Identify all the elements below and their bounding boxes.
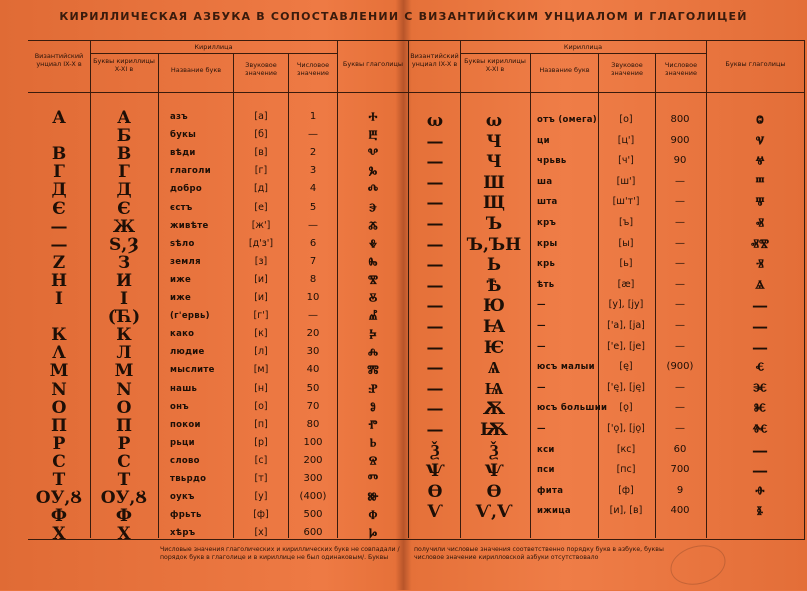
- sound-value: [ǫ]: [619, 402, 633, 414]
- cyrillic-letter: И: [115, 270, 133, 291]
- numeric-value: 9: [676, 484, 684, 496]
- numeric-value: 600: [303, 527, 323, 539]
- cyrillic-letter: І: [120, 289, 128, 309]
- sound-value: [м]: [253, 364, 269, 376]
- cyrillic-letter: М: [114, 361, 134, 382]
- col-divider: [655, 53, 656, 538]
- cyrillic-letter: О: [116, 397, 132, 418]
- glagolitic-letter: ⰽ: [369, 325, 377, 345]
- glagolitic-letter: ⰲ: [367, 144, 379, 164]
- cyrillic-letter: Ѱ: [484, 461, 504, 482]
- cyrillic-letter: Ю: [483, 296, 505, 317]
- byzantine-letter: —: [426, 275, 444, 296]
- glagolitic-letter: ⰴ: [367, 180, 379, 200]
- glagolitic-letter: —: [752, 337, 768, 357]
- numeric-value: —: [308, 310, 318, 322]
- numeric-value: 6: [309, 237, 317, 249]
- byzantine-letter: —: [50, 216, 68, 237]
- letter-name: букы: [170, 130, 197, 141]
- cyrillic-letter: Ѵ,Ѵ: [475, 502, 513, 523]
- sound-value: [ъ]: [618, 217, 634, 228]
- byzantine-letter: —: [50, 234, 68, 255]
- cyrillic-letter: З: [117, 252, 131, 273]
- sound-value: [л]: [254, 346, 268, 358]
- byzantine-letter: —: [426, 317, 444, 337]
- glagolitic-letter: ⰳ: [368, 162, 378, 182]
- cyrillic-letter: Ч: [486, 131, 502, 152]
- cyrillic-letter: Л: [116, 343, 132, 364]
- glagolitic-letter: ⱚ: [755, 481, 765, 501]
- letter-name: чрьвь: [537, 156, 567, 167]
- sound-value: [а]: [254, 111, 268, 122]
- header-number: Числовое значение: [296, 61, 330, 77]
- numeric-value: 2: [309, 147, 317, 159]
- numeric-value: —: [675, 402, 685, 414]
- header-sound: Звуковое значение: [610, 61, 643, 77]
- letter-name: —: [537, 424, 546, 434]
- glagolitic-letter: ⱙ: [752, 420, 768, 439]
- numeric-value: 4: [309, 183, 317, 195]
- numeric-value: —: [675, 423, 685, 434]
- letter-name: ѕѣло: [170, 238, 195, 249]
- letter-name: иже: [170, 293, 192, 303]
- sound-value: [з]: [254, 255, 268, 267]
- glagolitic-letter: ⱄ: [368, 451, 378, 471]
- letter-name: —: [537, 341, 546, 352]
- letter-name: ѣть: [537, 279, 555, 290]
- numeric-value: 800: [670, 114, 690, 125]
- cyrillic-letter: Ѥ: [483, 337, 505, 358]
- header-cyrillic-group: Кириллица: [194, 43, 233, 51]
- numeric-value: 900: [670, 134, 690, 146]
- numeric-value: —: [675, 258, 685, 270]
- letter-name: добро: [170, 184, 203, 195]
- byzantine-letter: Ѵ: [427, 502, 443, 523]
- numeric-value: 500: [303, 509, 323, 521]
- glagolitic-letter: ⱏ: [756, 214, 764, 233]
- letter-name: кси: [537, 444, 555, 455]
- numeric-value: 7: [309, 255, 317, 267]
- glagolitic-letter: ⱉ: [756, 111, 764, 130]
- sound-value: [æ]: [617, 278, 635, 290]
- sound-value: [к]: [254, 328, 268, 340]
- letter-name: нашь: [170, 383, 198, 394]
- col-divider: [90, 40, 91, 538]
- byzantine-letter: А: [52, 108, 66, 128]
- col-divider: [706, 40, 707, 538]
- byzantine-letter: С: [52, 451, 66, 472]
- cyrillic-letter: Д: [116, 180, 132, 201]
- cyrillic-letter: Ѫ: [482, 399, 506, 420]
- numeric-value: 400: [670, 505, 690, 517]
- byzantine-letter: Ѳ: [427, 481, 443, 502]
- header-bottom-rule: [28, 92, 804, 93]
- cyrillic-letter: Т: [117, 470, 131, 490]
- sound-value: [т]: [254, 473, 268, 484]
- sound-value: [пс]: [616, 464, 636, 476]
- cyrillic-letter: С: [117, 451, 131, 472]
- glagolitic-letter: —: [752, 440, 768, 460]
- byzantine-letter: Z: [52, 252, 66, 273]
- glagolitic-letter: ⱋ: [755, 193, 765, 213]
- byzantine-letter: ОУ,Ȣ: [35, 488, 83, 509]
- cyrillic-letter: Ъ: [485, 214, 503, 234]
- cyrillic-letter: Ф: [115, 506, 133, 527]
- byzantine-letter: —: [426, 399, 444, 420]
- sound-value: [ф]: [253, 509, 269, 521]
- cyrillic-letter: К: [116, 325, 132, 346]
- sound-value: [н]: [254, 382, 268, 394]
- byzantine-letter: І: [55, 289, 63, 309]
- letter-name: пси: [537, 465, 555, 476]
- glagolitic-letter: ⱀ: [368, 379, 378, 399]
- cyrillic-letter: Ѯ: [489, 440, 499, 461]
- letter-name: фрьть: [170, 510, 202, 521]
- byzantine-letter: —: [426, 337, 444, 358]
- header-glagolitic: Буквы глаголицы: [725, 60, 786, 68]
- glagolitic-letter: ⰶ: [368, 216, 378, 236]
- byzantine-letter: —: [426, 358, 444, 379]
- byzantine-letter: —: [426, 378, 444, 399]
- letter-name: слово: [170, 455, 200, 466]
- glagolitic-letter: ⱆ: [367, 488, 379, 508]
- sound-value: [ę]: [619, 361, 633, 373]
- col-divider: [233, 53, 234, 538]
- glagolitic-letter: —: [752, 461, 768, 481]
- letter-name: (г'ервь): [170, 311, 210, 322]
- glagolitic-letter: ⱐ: [756, 255, 764, 275]
- byzantine-letter: Ѯ: [430, 440, 440, 461]
- cyrillic-letter: Ѧ: [487, 358, 501, 379]
- glagolitic-letter: ⱌ: [755, 131, 765, 151]
- sound-value: ['ę], [ję]: [607, 381, 645, 393]
- glagolitic-letter: ⱁ: [370, 397, 376, 417]
- numeric-value: 5: [309, 201, 317, 213]
- numeric-value: 40: [306, 364, 320, 376]
- sound-value: [д]: [254, 183, 268, 195]
- sound-value: [у]: [254, 491, 268, 503]
- letter-name: азъ: [170, 112, 188, 122]
- library-stamp: [666, 539, 730, 590]
- cyrillic-letter: Ж: [112, 216, 136, 237]
- numeric-value: 90: [673, 155, 687, 167]
- numeric-value: —: [675, 237, 685, 249]
- sound-value: [ч']: [618, 155, 634, 167]
- letter-name: кры: [537, 238, 558, 249]
- sound-value: [у], [ју]: [608, 299, 644, 311]
- byzantine-letter: —: [426, 152, 444, 173]
- numeric-value: —: [675, 217, 685, 228]
- byzantine-letter: Є: [52, 198, 66, 219]
- glagolitic-letter: ⰼ: [368, 307, 378, 327]
- numeric-value: (400): [299, 491, 327, 503]
- cyrillic-letter: Ѕ,Ȝ: [109, 234, 139, 255]
- sound-value: [х]: [254, 527, 268, 539]
- glagolitic-letter: —: [752, 296, 768, 316]
- cyrillic-letter: А: [117, 108, 131, 128]
- cyrillic-letter: Ъ,ЪН: [466, 234, 522, 255]
- glagolitic-letter: ⰻ: [368, 289, 378, 308]
- header-cyrillic-group: Кириллица: [563, 43, 603, 51]
- sound-value: ['ǫ], [jǫ]: [607, 423, 645, 434]
- byzantine-letter: —: [426, 131, 444, 152]
- header-byzantine: Византийский унциал IX-X в: [410, 52, 459, 68]
- byzantine-letter: Т: [52, 470, 66, 490]
- header-glagolitic: Буквы глаголицы: [342, 60, 404, 68]
- numeric-value: 300: [303, 473, 323, 484]
- numeric-value: —: [675, 278, 685, 290]
- sound-value: [и]: [254, 292, 268, 303]
- letter-name: єстъ: [170, 202, 193, 213]
- letter-name: ша: [537, 176, 553, 187]
- letter-name: иже: [170, 274, 192, 285]
- cyrillic-letter: Ш: [483, 172, 505, 193]
- cyrillic-letter: Ѳ: [486, 481, 502, 502]
- col-divider: [337, 40, 338, 538]
- glagolitic-letter: ⱃ: [369, 433, 377, 453]
- glagolitic-letter: ⱇ: [368, 506, 378, 526]
- cyrillic-letter: Ч: [486, 152, 502, 173]
- header-byzantine: Византийский унциал IX-X в: [34, 52, 84, 68]
- sound-value: [ц']: [617, 134, 635, 146]
- numeric-value: —: [308, 129, 318, 141]
- sound-value: [ы]: [618, 237, 634, 249]
- cyrillic-letter: N: [116, 379, 132, 400]
- byzantine-letter: —: [426, 296, 444, 317]
- glagolitic-letter: ⰿ: [367, 361, 379, 381]
- footnote-left: Числовые значения глаголических и кириллических букв не совпадали / порядок букв в глаголице и в кириллице не был одинаковым/. Буквы: [160, 546, 400, 561]
- numeric-value: 200: [303, 454, 323, 466]
- glagolitic-letter: ⰸ: [368, 252, 378, 272]
- numeric-value: 60: [673, 443, 687, 455]
- letter-name: —: [537, 321, 546, 331]
- glagolitic-letter: ⰰ: [368, 108, 378, 127]
- glagolitic-letter: ⱛ: [756, 502, 764, 522]
- cyrillic-letter: Ꙗ: [483, 317, 505, 337]
- glagolitic-letter: ⰾ: [367, 343, 379, 363]
- sound-value: [п]: [254, 418, 268, 430]
- letter-name: хѣръ: [170, 528, 196, 539]
- cyrillic-letter: Є: [117, 198, 131, 219]
- numeric-value: 80: [306, 418, 320, 430]
- header-subrule-left: [90, 53, 337, 54]
- letter-name: како: [170, 329, 195, 340]
- byzantine-letter: Р: [52, 433, 66, 454]
- cyrillic-letter: ОУ,Ȣ: [100, 488, 148, 509]
- footnote-right: получили числовые значения соответственно порядку букв в азбуке, буквы числовое значение кирилловской азбуки отсутствовало: [414, 546, 664, 561]
- sound-value: [р]: [254, 436, 268, 448]
- sound-value: [в]: [254, 147, 268, 159]
- sound-value: [с]: [254, 454, 268, 466]
- sound-value: [ш']: [616, 175, 636, 187]
- byzantine-letter: ω: [426, 111, 444, 131]
- letter-name: оукъ: [170, 492, 195, 503]
- header-number: Числовое значение: [664, 61, 698, 77]
- letter-name: мыслите: [170, 365, 215, 376]
- glagolitic-letter: ⰵ: [369, 198, 377, 218]
- cyrillic-letter: Х: [117, 524, 131, 545]
- cyrillic-letter: Ѩ: [484, 378, 504, 399]
- byzantine-letter: О: [51, 397, 67, 418]
- byzantine-letter: Х: [52, 524, 66, 545]
- letter-name: шта: [537, 197, 558, 208]
- numeric-value: 700: [670, 464, 690, 476]
- numeric-value: 30: [306, 346, 320, 358]
- numeric-value: —: [675, 381, 685, 393]
- page-title: КИРИЛЛИЧЕСКАЯ АЗБУКА В СОПОСТАВЛЕНИИ С ВИЗАНТИЙСКИМ УНЦИАЛОМ И ГЛАГОЛИЦЕЙ: [59, 10, 748, 23]
- sound-value: [ф]: [618, 484, 634, 496]
- letter-name: онъ: [170, 401, 189, 412]
- letter-name: крь: [537, 259, 556, 270]
- glagolitic-letter: ⰺ: [367, 270, 379, 290]
- byzantine-letter: Н: [50, 270, 68, 291]
- byzantine-letter: —: [426, 255, 444, 276]
- sound-value: [ь]: [619, 258, 633, 270]
- cyrillic-letter: Щ: [483, 193, 505, 214]
- sound-value: [и], [в]: [609, 505, 643, 517]
- glagolitic-letter: ⰱ: [368, 126, 378, 146]
- letter-name: ци: [537, 135, 550, 146]
- numeric-value: 8: [309, 273, 317, 285]
- sound-value: [ж']: [251, 219, 271, 231]
- letter-name: глаголи: [170, 166, 211, 177]
- byzantine-letter: Г: [53, 162, 65, 183]
- sound-value: ['е], [је]: [607, 340, 645, 352]
- byzantine-letter: —: [426, 234, 444, 255]
- byzantine-letter: В: [51, 144, 67, 165]
- sound-value: ['а], [ја]: [607, 320, 645, 331]
- sound-value: [д'з']: [248, 237, 274, 249]
- sound-value: [е]: [254, 201, 268, 213]
- header-letter-name: Название букв: [539, 66, 590, 74]
- letter-name: юсъ малыи: [537, 362, 595, 373]
- numeric-value: 100: [303, 436, 323, 448]
- letter-name: фита: [537, 485, 564, 496]
- letter-name: ижица: [537, 506, 571, 517]
- letter-name: земля: [170, 256, 201, 267]
- header-sound: Звуковое значение: [244, 61, 277, 77]
- col-divider: [158, 53, 159, 538]
- byzantine-letter: —: [426, 193, 444, 214]
- letter-name: —: [537, 382, 546, 393]
- glagolitic-letter: ⱗ: [753, 378, 767, 398]
- sound-value: [о]: [619, 114, 633, 125]
- letter-name: вѣди: [170, 148, 196, 159]
- letter-name: людие: [170, 347, 205, 358]
- header-cyrillic-letters: Буквы кириллицы X-XI в: [464, 57, 526, 73]
- byzantine-letter: Λ: [52, 343, 66, 364]
- col-divider: [598, 53, 599, 538]
- letter-name: твьрдо: [170, 474, 207, 484]
- numeric-value: —: [675, 340, 685, 352]
- numeric-value: —: [308, 219, 318, 231]
- glagolitic-letter: ⱑ: [755, 275, 765, 295]
- numeric-value: 3: [309, 165, 317, 177]
- byzantine-letter: —: [426, 214, 444, 234]
- sound-value: [б]: [254, 129, 268, 141]
- cyrillic-letter: П: [115, 415, 133, 436]
- byzantine-letter: —: [426, 172, 444, 193]
- numeric-value: 70: [306, 400, 320, 412]
- glagolitic-letter: ⱅ: [367, 470, 379, 489]
- byzantine-letter: П: [50, 415, 68, 436]
- byzantine-letter: —: [426, 420, 444, 440]
- numeric-value: —: [675, 196, 685, 208]
- glagolitic-letter: ⱂ: [368, 415, 378, 435]
- col-divider: [288, 53, 289, 538]
- numeric-value: 50: [306, 382, 320, 394]
- byzantine-letter: N: [51, 379, 67, 400]
- header-cyrillic-letters: Буквы кириллицы X-XI в: [93, 57, 155, 73]
- sound-value: [кс]: [616, 443, 636, 455]
- numeric-value: —: [675, 299, 685, 311]
- glagolitic-letter: ⱔ: [755, 358, 765, 378]
- glagolitic-letter: ⰷ: [369, 234, 377, 254]
- numeric-value: —: [675, 320, 685, 331]
- letter-name: покои: [170, 419, 201, 430]
- glagolitic-letter: ⱏⰺ: [751, 234, 769, 254]
- cyrillic-letter: (Ћ): [107, 307, 141, 328]
- numeric-value: 10: [306, 292, 320, 303]
- cyrillic-letter: Ѣ: [486, 275, 502, 296]
- sound-value: [ш'т']: [612, 196, 640, 208]
- numeric-value: 1: [309, 111, 317, 122]
- sound-value: [о]: [254, 400, 268, 412]
- cyrillic-letter: В: [116, 144, 132, 165]
- glagolitic-letter: —: [752, 317, 768, 336]
- glagolitic-letter: ⱈ: [368, 524, 378, 544]
- cyrillic-letter: Ь: [486, 255, 502, 276]
- header-letter-name: Название букв: [170, 66, 222, 74]
- letter-name: живѣте: [170, 220, 209, 231]
- numeric-value: —: [675, 175, 685, 187]
- letter-name: кръ: [537, 218, 557, 228]
- cyrillic-letter: Б: [116, 126, 132, 147]
- glagolitic-letter: ⱎ: [755, 172, 765, 192]
- cyrillic-letter: ω: [485, 111, 503, 131]
- letter-name: —: [537, 300, 546, 311]
- numeric-value: (900): [666, 361, 694, 373]
- cyrillic-letter: Р: [117, 433, 131, 454]
- byzantine-letter: К: [51, 325, 67, 346]
- byzantine-letter: Д: [51, 180, 67, 201]
- numeric-value: 20: [306, 328, 320, 340]
- cyrillic-letter: Г: [118, 162, 130, 183]
- sound-value: [и]: [254, 273, 268, 285]
- byzantine-letter: Ф: [50, 506, 68, 527]
- letter-name: юсъ большии: [537, 403, 608, 414]
- sound-value: [г]: [254, 165, 268, 177]
- byzantine-letter: М: [49, 361, 69, 382]
- cyrillic-letter: Ѭ: [480, 420, 508, 440]
- letter-name: отъ (омега): [537, 115, 597, 125]
- sound-value: [г']: [253, 310, 269, 322]
- letter-name: рьци: [170, 437, 195, 448]
- byzantine-letter: Ѱ: [425, 461, 445, 482]
- glagolitic-letter: ⱘ: [754, 399, 766, 419]
- header-subrule-right: [460, 53, 706, 54]
- glagolitic-letter: ⱍ: [755, 152, 765, 172]
- col-divider: [530, 53, 531, 538]
